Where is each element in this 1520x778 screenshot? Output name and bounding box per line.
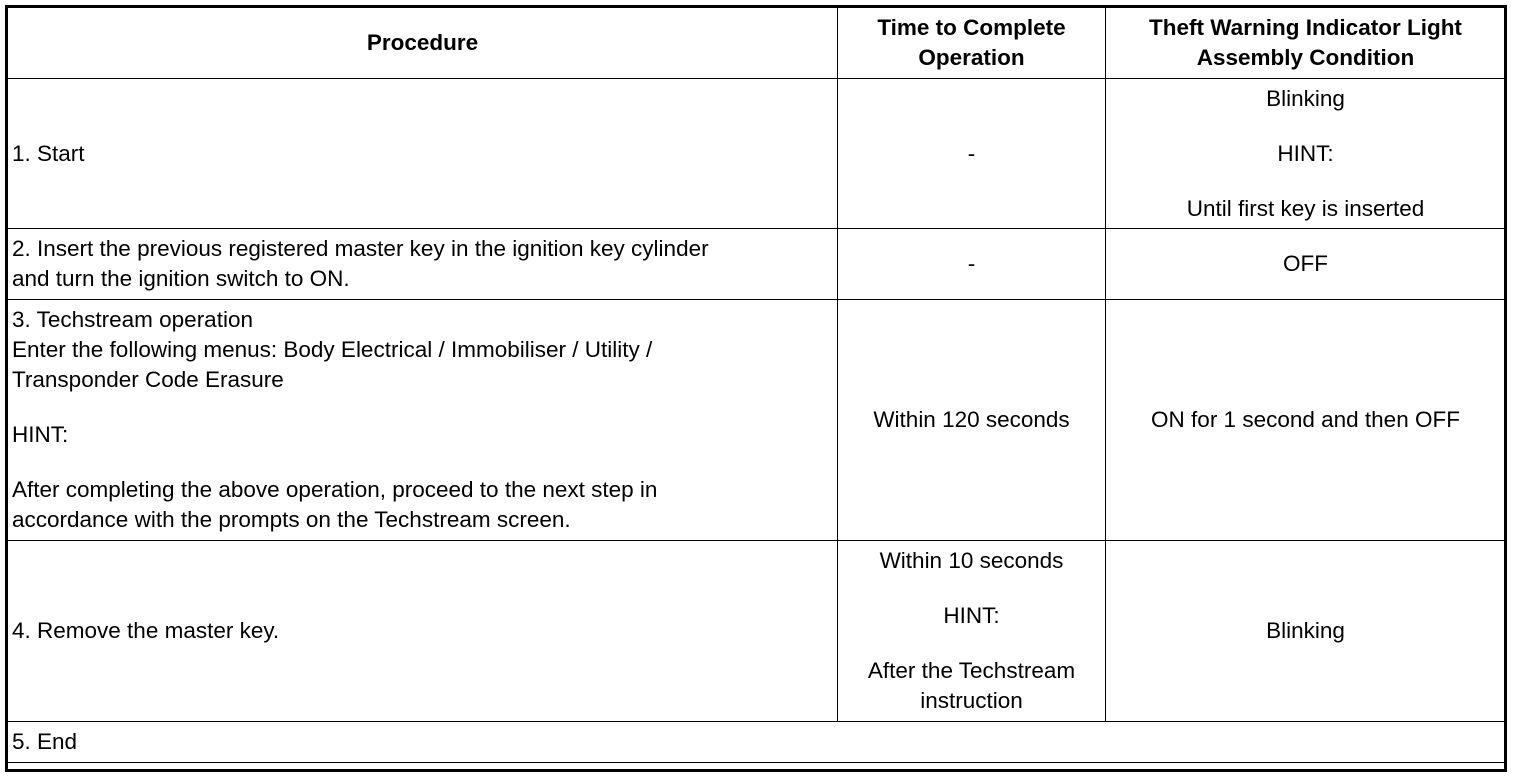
condition-cell: OFF: [1106, 229, 1506, 300]
condition-cell: ON for 1 second and then OFF: [1106, 300, 1506, 541]
procedure-cell: 4. Remove the master key.: [8, 541, 838, 722]
time-cell: -: [838, 79, 1106, 229]
time-cell: Within 10 seconds HINT: After the Techstream instruction: [838, 541, 1106, 722]
key-registration-table: [7, 7, 1506, 763]
table-row: [8, 300, 1506, 541]
header-procedure: Procedure: [8, 8, 838, 79]
condition-cell: Blinking: [1106, 541, 1506, 722]
condition-cell: Blinking HINT: Until first key is inserted: [1106, 79, 1506, 229]
table-row: [8, 722, 1506, 763]
table-row: [8, 79, 1506, 229]
procedure-cell: 1. Start: [8, 79, 838, 229]
time-cell: -: [838, 229, 1106, 300]
header-time-to-complete: Time to Complete Operation: [838, 8, 1106, 79]
procedure-cell: 3. Techstream operation Enter the following menus: Body Electrical / Immobiliser / Utility / Transponder Code Erasure HINT: After completing the above operation, proceed to the next step in accordance with the prompts on the Techstream screen.: [8, 300, 838, 541]
header-indicator-condition: Theft Warning Indicator Light Assembly Condition: [1106, 8, 1506, 79]
time-cell: Within 120 seconds: [838, 300, 1106, 541]
procedure-cell: 5. End: [8, 722, 1506, 763]
table-row: [8, 229, 1506, 300]
table-row: [8, 541, 1506, 722]
table-header-row: [8, 8, 1506, 79]
procedure-cell: 2. Insert the previous registered master key in the ignition key cylinder and turn the ignition switch to ON.: [8, 229, 838, 300]
